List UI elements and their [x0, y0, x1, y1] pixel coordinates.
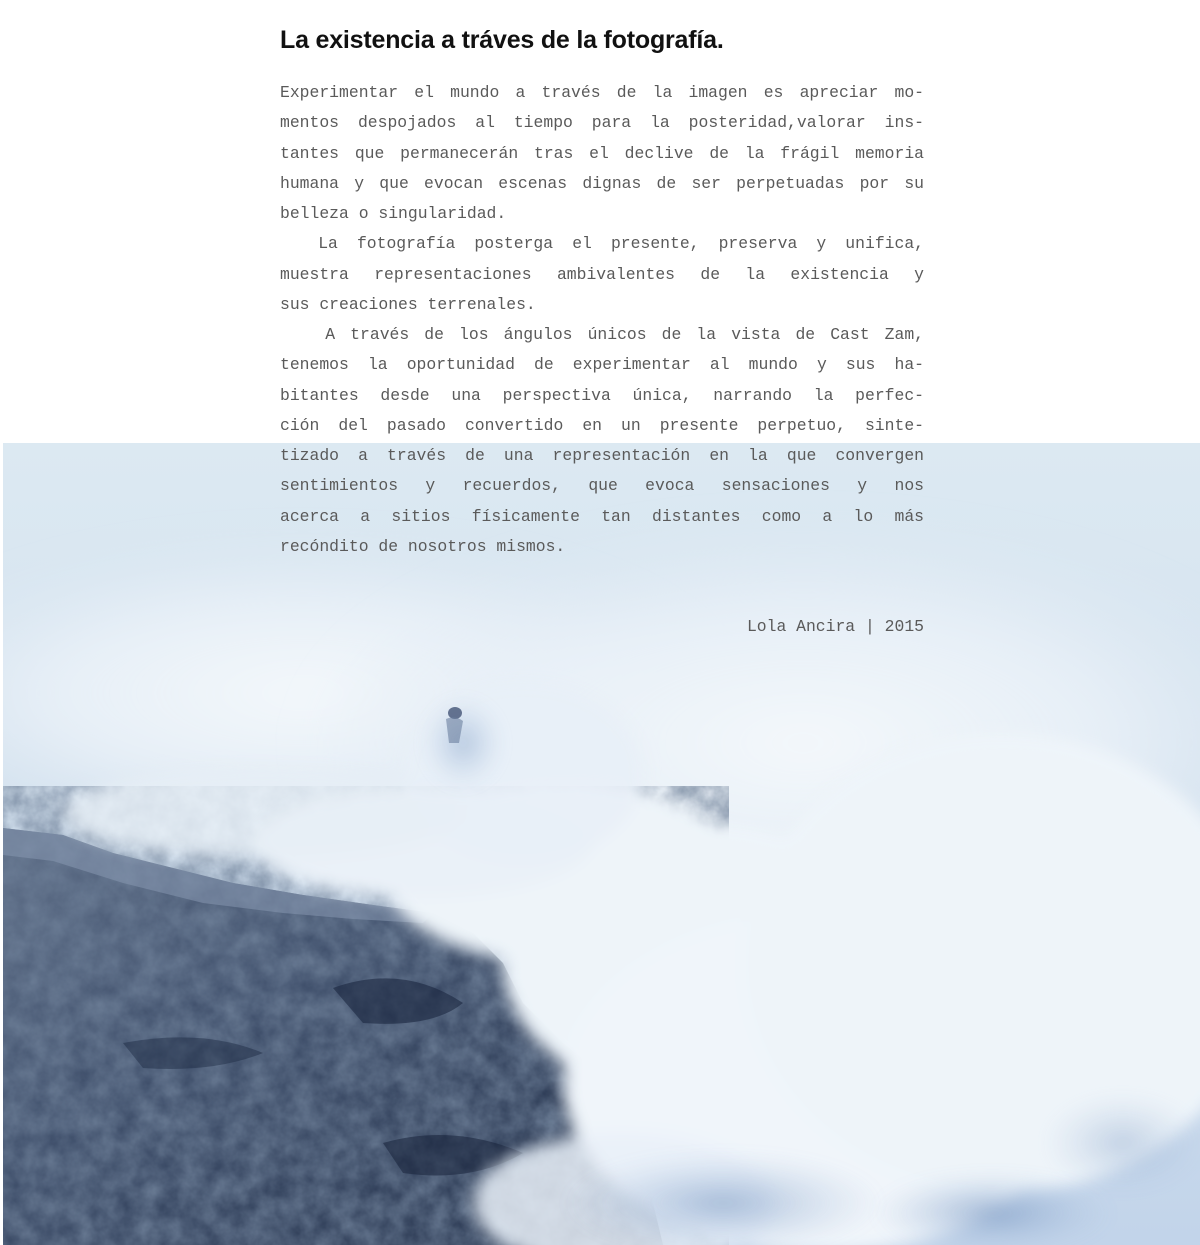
text-line: recóndito de nosotros mismos.: [280, 536, 566, 556]
text-line: ción del pasado convertido en un presente perpetuo, sinte-: [280, 415, 924, 435]
paragraph: [280, 320, 924, 562]
text-line: A través de los ángulos únicos de la vista de Cast Zam,: [280, 325, 924, 344]
author-signature: Lola Ancira | 2015: [746, 617, 924, 636]
text-line: sentimientos y recuerdos, que evoca sensaciones y nos: [280, 476, 924, 496]
background-photo: [3, 443, 1200, 1245]
text-line: belleza o singularidad.: [280, 204, 507, 223]
text-line: tenemos la oportunidad de experimentar al mundo y sus ha-: [280, 355, 924, 375]
text-line: humana y que evocan escenas dignas de ser perpetuadas por su: [280, 173, 924, 193]
text-line: tantes que permanecerán tras el declive de la frágil memoria: [280, 143, 924, 163]
text-line: muestra representaciones ambivalentes de la existencia y: [280, 264, 924, 284]
paragraph: [280, 78, 924, 229]
paragraph: [280, 229, 924, 320]
text-line: bitantes desde una perspectiva única, narrando la perfec-: [280, 385, 924, 405]
text-line: sus creaciones terrenales.: [280, 294, 536, 314]
text-line: La fotografía posterga el presente, preserva y unifica,: [280, 234, 924, 254]
text-line: Experimentar el mundo a través de la imagen es apreciar mo-: [280, 83, 924, 102]
essay-body: [280, 78, 924, 562]
text-line: tizado a través de una representación en la que convergen: [280, 446, 924, 465]
page-title: La existencia a tráves de la fotografía.: [280, 26, 724, 54]
text-line: mentos despojados al tiempo para la posteridad,valorar ins-: [280, 113, 924, 133]
text-line: acerca a sitios físicamente tan distantes como a lo más: [280, 506, 924, 526]
